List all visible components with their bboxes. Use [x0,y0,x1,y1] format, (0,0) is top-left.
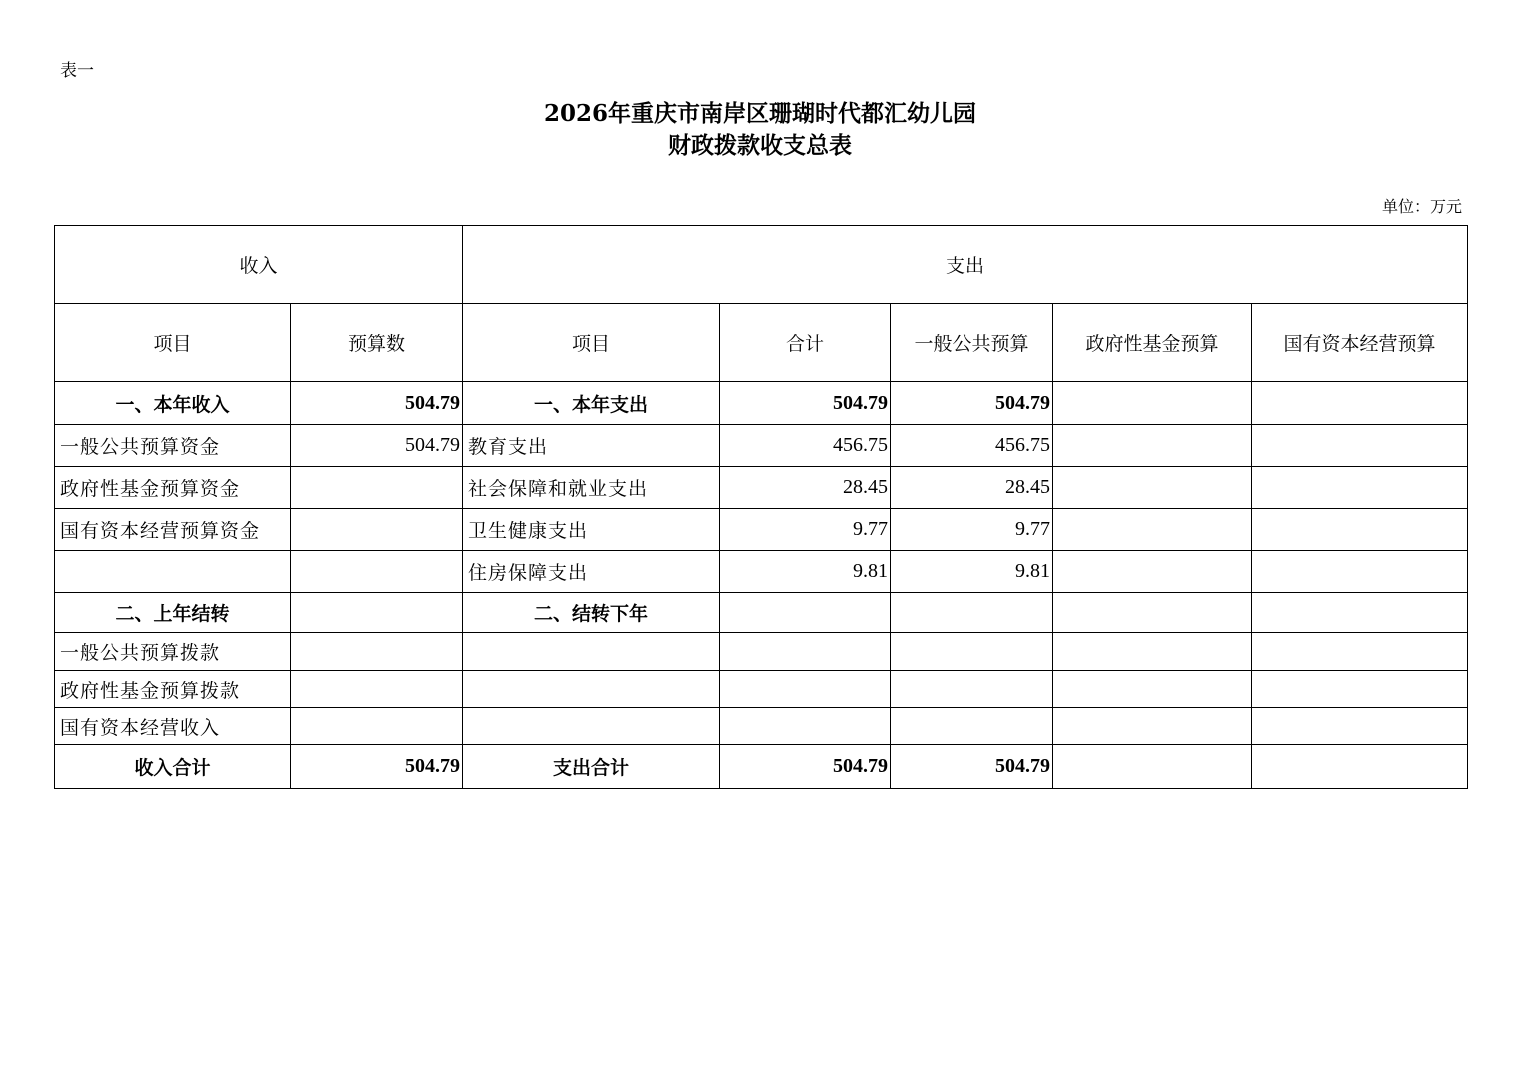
header-expense: 支出 [463,226,1468,304]
header-general-budget: 一般公共预算 [891,304,1053,382]
total-cell [720,708,891,745]
table-row [55,593,1468,633]
expense-item-cell [463,671,720,708]
header-row-columns [55,304,1468,382]
general-budget-cell: 9.77 [891,509,1053,551]
table-row [55,425,1468,467]
fund-budget-cell [1053,425,1252,467]
income-budget-cell [291,467,463,509]
expense-item-cell [463,708,720,745]
table-row [55,467,1468,509]
state-capital-budget-cell [1252,671,1468,708]
state-capital-budget-cell [1252,633,1468,671]
income-budget-cell [291,593,463,633]
income-budget-cell: 504.79 [291,382,463,425]
income-item-cell: 二、上年结转 [55,593,291,633]
fund-budget-cell [1053,551,1252,593]
income-total-value: 504.79 [291,745,463,789]
general-budget-cell [891,671,1053,708]
income-item-cell: 政府性基金预算拨款 [55,671,291,708]
header-expense-item: 项目 [463,304,720,382]
state-capital-budget-cell [1252,593,1468,633]
expense-item-cell: 一、本年支出 [463,382,720,425]
table-row [55,509,1468,551]
header-state-capital-budget: 国有资本经营预算 [1252,304,1468,382]
header-income-item: 项目 [55,304,291,382]
general-budget-cell: 504.79 [891,745,1053,789]
header-row-group [55,226,1468,304]
header-income-budget: 预算数 [291,304,463,382]
state-capital-budget-cell [1252,708,1468,745]
table-row [55,633,1468,671]
page-title: 2026年重庆市南岸区珊瑚时代都汇幼儿园 [543,100,976,127]
total-cell: 456.75 [720,425,891,467]
total-cell: 28.45 [720,467,891,509]
general-budget-cell: 28.45 [891,467,1053,509]
total-cell [720,671,891,708]
income-budget-cell: 504.79 [291,425,463,467]
state-capital-budget-cell [1252,425,1468,467]
total-cell: 9.81 [720,551,891,593]
income-item-cell: 国有资本经营收入 [55,708,291,745]
fund-budget-cell [1053,745,1252,789]
table-row-total [55,745,1468,789]
unit-label: 单位：万元 [1381,197,1462,216]
expense-item-cell [463,633,720,671]
header-fund-budget: 政府性基金预算 [1053,304,1252,382]
expense-item-cell: 社会保障和就业支出 [463,467,720,509]
income-budget-cell [291,509,463,551]
general-budget-cell: 456.75 [891,425,1053,467]
income-item-cell: 一、本年收入 [55,382,291,425]
general-budget-cell [891,633,1053,671]
income-budget-cell [291,633,463,671]
income-item-cell: 政府性基金预算资金 [55,467,291,509]
table-row [55,551,1468,593]
total-cell: 9.77 [720,509,891,551]
total-cell: 504.79 [720,382,891,425]
expense-item-cell: 教育支出 [463,425,720,467]
fund-budget-cell [1053,467,1252,509]
fund-budget-cell [1053,509,1252,551]
state-capital-budget-cell [1252,551,1468,593]
table-number: 表一 [60,61,94,81]
income-budget-cell [291,708,463,745]
fund-budget-cell [1053,382,1252,425]
fund-budget-cell [1053,593,1252,633]
table-row [55,382,1468,425]
budget-table [54,225,1468,789]
general-budget-cell [891,593,1053,633]
page-subtitle: 财政拨款收支总表 [668,132,852,159]
income-budget-cell [291,551,463,593]
income-total-label: 收入合计 [55,745,291,789]
expense-total-label: 支出合计 [463,745,720,789]
income-item-cell [55,551,291,593]
income-item-cell: 一般公共预算资金 [55,425,291,467]
header-income: 收入 [55,226,463,304]
expense-item-cell: 二、结转下年 [463,593,720,633]
expense-item-cell: 卫生健康支出 [463,509,720,551]
expense-item-cell: 住房保障支出 [463,551,720,593]
income-item-cell: 国有资本经营预算资金 [55,509,291,551]
state-capital-budget-cell [1252,745,1468,789]
table-row [55,671,1468,708]
state-capital-budget-cell [1252,509,1468,551]
general-budget-cell [891,708,1053,745]
income-item-cell: 一般公共预算拨款 [55,633,291,671]
fund-budget-cell [1053,671,1252,708]
general-budget-cell: 504.79 [891,382,1053,425]
income-budget-cell [291,671,463,708]
total-cell: 504.79 [720,745,891,789]
table-row [55,708,1468,745]
total-cell [720,633,891,671]
total-cell [720,593,891,633]
header-total: 合计 [720,304,891,382]
general-budget-cell: 9.81 [891,551,1053,593]
state-capital-budget-cell [1252,382,1468,425]
fund-budget-cell [1053,633,1252,671]
state-capital-budget-cell [1252,467,1468,509]
fund-budget-cell [1053,708,1252,745]
